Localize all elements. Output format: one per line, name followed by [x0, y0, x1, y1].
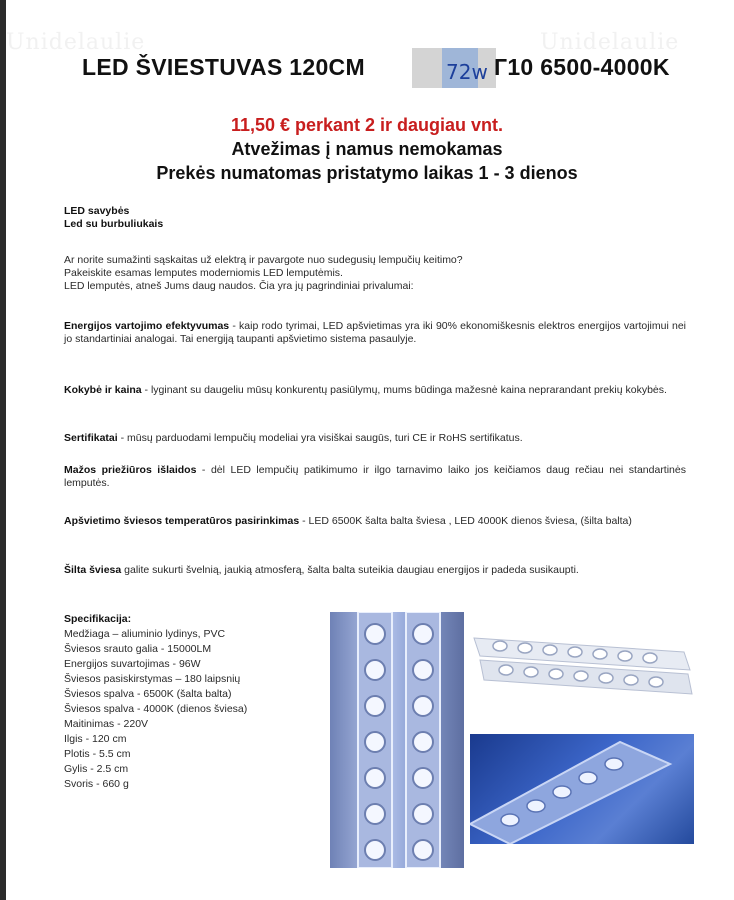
- title-left-text: LED ŠVIESTUVAS 120CM: [82, 54, 365, 80]
- features-title: LED savybės: [64, 205, 130, 217]
- spec-item: Šviesos srauto galia - 15000LM: [64, 643, 212, 655]
- spec-item: Medžiaga – aliuminio lydinys, PVC: [64, 628, 226, 640]
- intro-line: Ar norite sumažinti sąskaitas už elektrą ir pavargote nuo sudegusių lempučių keitimo?: [64, 254, 463, 266]
- spec-item: Plotis - 5.5 cm: [64, 748, 131, 760]
- led-strip-angled-photo: [470, 734, 694, 844]
- spec-heading: Specifikacija:: [64, 613, 132, 625]
- section-text: - mūsų parduodami lempučių modeliai yra visiškai saugūs, turi CE ir RoHS sertifikatus.: [117, 432, 523, 444]
- led-strip-vertical-illustration: [330, 612, 464, 868]
- price-offer: 11,50 € perkant 2 ir daugiau vnt.: [230, 115, 504, 135]
- delivery-eta: Prekės numatomas pristatymo laikas 1 - 3 dienos: [156, 163, 578, 183]
- led-strip-side-illustration: [470, 630, 694, 702]
- spec-item: Šviesos spalva - 6500K (šalta balta): [64, 688, 232, 700]
- features-heading: [64, 205, 686, 231]
- section-heading: Mažos priežiūros išlaidos: [64, 464, 197, 476]
- spec-item: Energijos suvartojimas - 96W: [64, 658, 201, 670]
- section-text: galite sukurti švelnią, jaukią atmosferą, šalta balta suteikia daugiau energijos ir padeda susikaupti.: [121, 564, 579, 576]
- product-title: [82, 48, 702, 88]
- section-maintenance: [64, 464, 686, 490]
- section-heading: Energijos vartojimo efektyvumas: [64, 320, 230, 332]
- led-strip-vertical-photo: [330, 612, 464, 868]
- section-energy: [64, 320, 686, 346]
- section-text: - kaip rodo tyrimai, LED apšvietimas yra iki 90% ekonomiškesnis elektros energijos vartojimui nei jo standartiniai analogai. Tai energiją taupanti apšvietimo sistema pasaulyje.: [64, 320, 687, 345]
- section-temperature: [64, 515, 686, 528]
- section-heading: Sertifikatai: [64, 432, 118, 444]
- section-text: - dėl LED lempučių patikimumo ir ilgo tarnavimo laiko jos keičiamos daug rečiau nei standartinės lemputės.: [64, 464, 686, 489]
- section-heading: Šilta šviesa: [64, 564, 122, 576]
- watermark-right: Unidelaulie: [540, 30, 680, 55]
- title-right-text: Г10 6500-4000K: [494, 54, 670, 80]
- spec-item: Maitinimas - 220V: [64, 718, 149, 730]
- section-text: - LED 6500K šalta balta šviesa , LED 4000K dienos šviesa, (šilta balta): [299, 515, 632, 527]
- section-text: - lyginant su daugeliu mūsų konkurentų pasiūlymų, mums būdinga mažesnė kaina neprarandant prekių kokybės.: [141, 384, 667, 396]
- led-strip-angled-illustration: [470, 734, 694, 844]
- spec-item: Svoris - 660 g: [64, 778, 129, 790]
- intro-paragraph: [64, 254, 686, 293]
- section-heading: Apšvietimo šviesos temperatūros pasirinkimas: [64, 515, 300, 527]
- spec-item: Gylis - 2.5 cm: [64, 763, 129, 775]
- delivery-info: Atvežimas į namus nemokamas: [231, 139, 503, 159]
- section-certificates: [64, 432, 686, 445]
- specifications: [64, 612, 324, 792]
- section-heading: Kokybė ir kaina: [64, 384, 142, 396]
- spec-item: Šviesos spalva - 4000K (dienos šviesa): [64, 703, 248, 715]
- watermark-left: Unidelaulie: [6, 30, 146, 55]
- led-strip-side-photo: [470, 630, 694, 702]
- section-quality-price: [64, 384, 686, 397]
- spec-item: Ilgis - 120 cm: [64, 733, 127, 745]
- wattage-overlay: 72w: [446, 60, 488, 84]
- features-subtitle: Led su burbuliukais: [64, 218, 164, 230]
- spec-item: Šviesos pasiskirstymas – 180 laipsnių: [64, 673, 241, 685]
- intro-line: Pakeiskite esamas lemputes moderniomis LED lemputėmis.: [64, 267, 343, 279]
- intro-line: LED lemputės, atneš Jums daug naudos. Čia yra jų pagrindiniai privalumai:: [64, 280, 414, 292]
- section-warm-light: [64, 564, 686, 577]
